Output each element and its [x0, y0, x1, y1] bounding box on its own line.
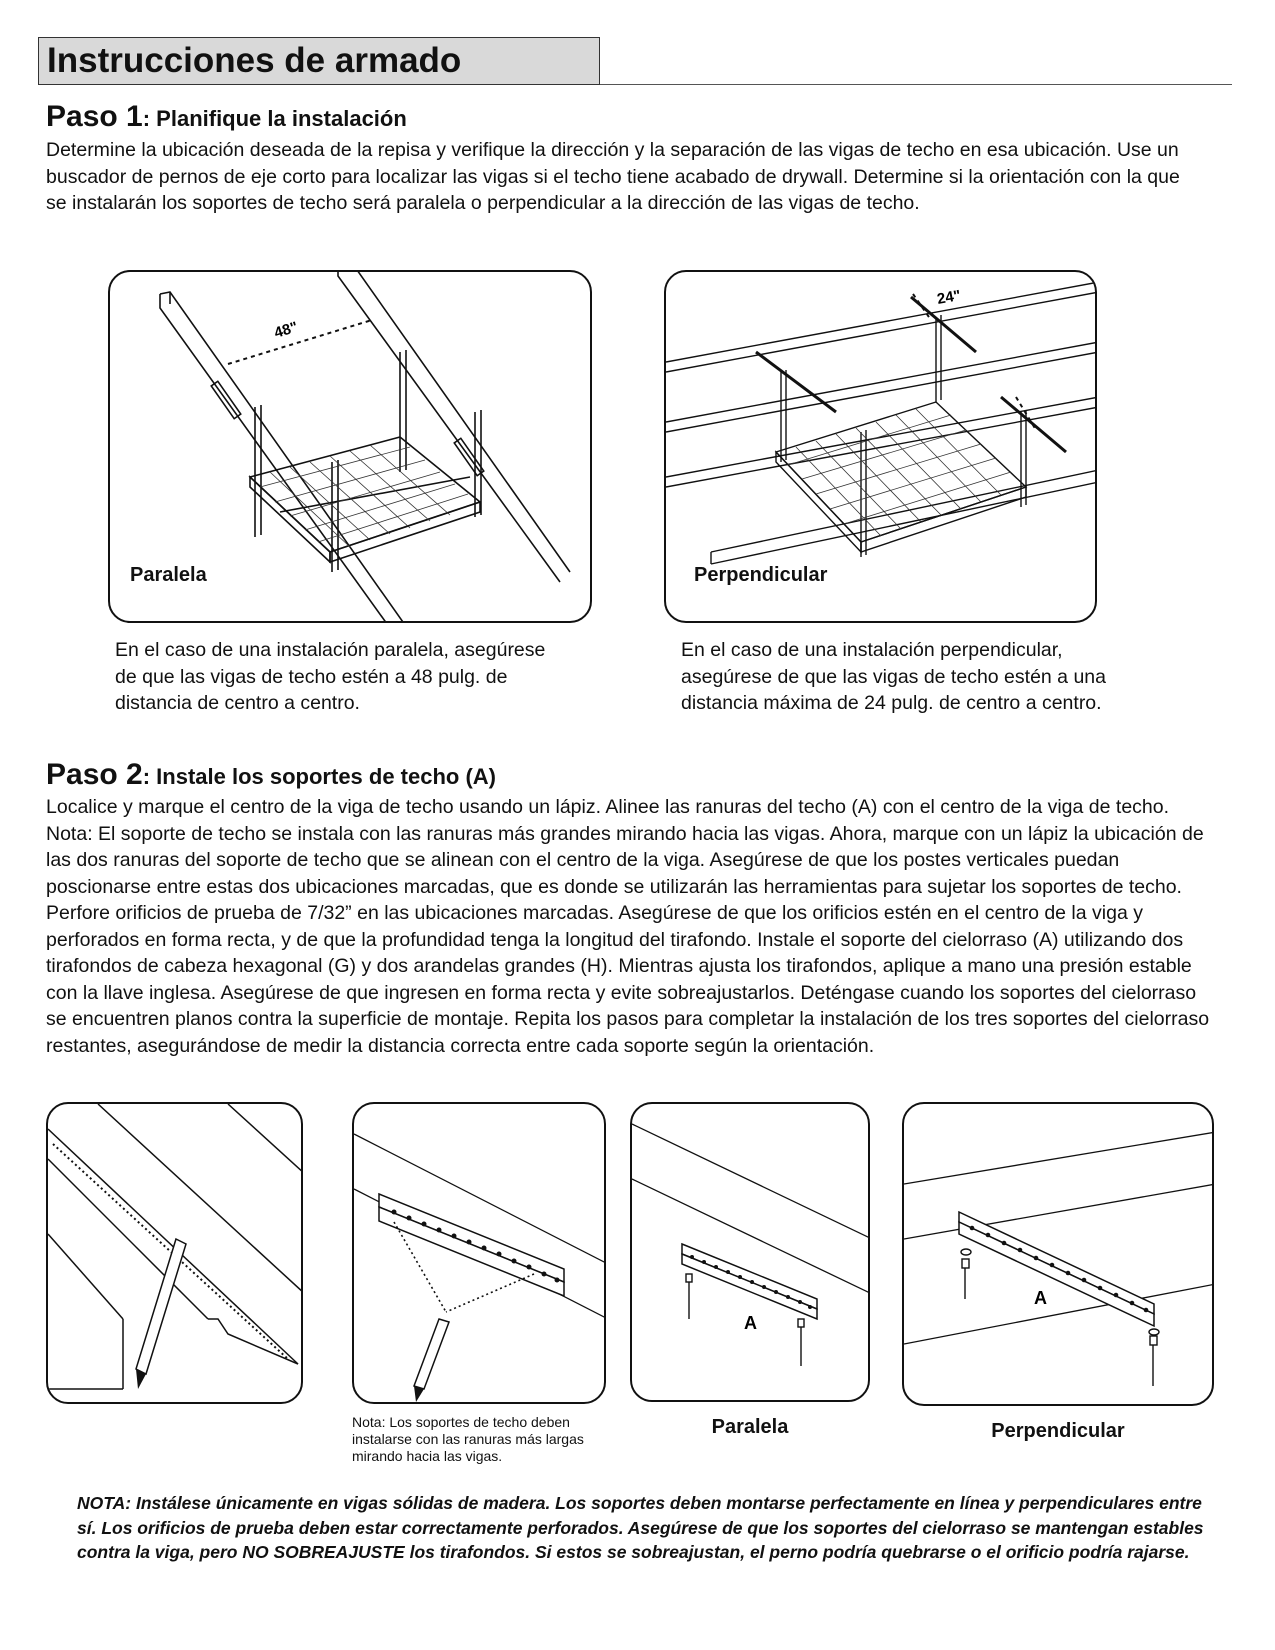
title-rule: [600, 84, 1232, 85]
install-perpendicular-illustration: [904, 1104, 1214, 1406]
step2-body: Localice y marque el centro de la viga de techo usando un lápiz. Alinee las ranuras del techo (A) con el centro de la viga de techo. Nota: El soporte de techo se instala con las ranuras más grandes mirando hacia las vigas. Ahora, marque con un lápiz la ubicación de las dos ranuras del soporte de techo que se alinean con el centro de la viga. Asegúrese de que los postes verticales puedan poscionarse entre estas dos ubicaciones marcadas, que es donde se utilizarán las herramientas para sujetar los soportes de techo. Perfore orificios de prueba de 7/32” en las ubicaciones marcadas. Asegúrese de que los orificios estén en el centro de la viga y perforados en forma recta, y de que la profundidad tenga la longitud del tirafondo. Instale el soporte del cielorraso (A) utilizando dos tirafondos de cabeza hexagonal (G) y dos arandelas grandes (H). Mientras ajusta los tirafondos, aplique a mano una presión estable con la llave inglesa. Asegúrese de que ingresen en forma recta y evite sobreajustarlos. Deténgase cuando los soportes del cielorraso se encuentren planos contra la superficie de montaje. Repita los pasos para completar la instalación de los tres soportes del cielorraso restantes, asegurándose de medir la distancia correcta entre cada soporte según la orientación.: [46, 796, 1210, 1057]
panel-perpendicular-joists: [664, 270, 1097, 623]
step1-body: Determine la ubicación deseada de la repisa y verifique la dirección y la separación de las vigas de techo en esa ubicación. Use un buscador de pernos de eje corto para localizar las vigas si el techo tiene acabado de drywall. Determine si la orientación con la que se instalarán los soportes de techo será paralela o perpendicular a la dirección de las vigas de techo.: [46, 139, 1180, 214]
page-title: Instrucciones de armado: [38, 37, 600, 85]
step1-heading: [46, 100, 407, 134]
panel-install-parallel: [630, 1102, 870, 1402]
step2-title: : Instale los soportes de techo (A): [142, 764, 497, 789]
dimension-24: 24": [935, 287, 963, 308]
step1-title: : Planifique la instalación: [142, 106, 407, 131]
panel-install-perpendicular: [902, 1102, 1214, 1406]
step2-number: Paso 2: [46, 758, 143, 791]
mark-joist-illustration: [48, 1104, 303, 1404]
label-install-perpendicular: Perpendicular: [991, 1420, 1125, 1442]
panel-mark-slots: [352, 1102, 606, 1404]
caption-parallel: En el caso de una instalación paralela, asegúrese de que las vigas de techo estén a 48 pulg. de distancia de centro a centro.: [115, 639, 546, 714]
label-install-parallel: Paralela: [711, 1416, 789, 1438]
panel-parallel-joists: [108, 270, 592, 623]
step1-number: Paso 1: [46, 100, 143, 133]
note-slots-facing-joists: Nota: Los soportes de techo deben instalarse con las ranuras más largas mirando hacia las vigas.: [352, 1414, 584, 1464]
dimension-48: 48": [272, 318, 300, 342]
panel-label-parallel: Paralela: [130, 564, 207, 586]
install-parallel-illustration: [632, 1104, 870, 1402]
part-label-a-parallel: A: [744, 1313, 757, 1333]
bottom-warning-note: NOTA: Instálese únicamente en vigas sólidas de madera. Los soportes deben montarse perfectamente en línea y perpendiculares entre sí. Los orificios de prueba deben estar correctamente perforados. Asegúrese de que los soportes del cielorraso se mantengan estables contra la viga, pero NO SOBREAJUSTE los tirafondos. Si estos se sobreajustan, el perno podría quebrarse o el orificio podría rajarse.: [77, 1493, 1204, 1562]
part-label-a-perpendicular: A: [1034, 1288, 1047, 1308]
mark-slots-illustration: [354, 1104, 606, 1404]
step2-heading: [46, 758, 496, 792]
panel-mark-joist: [46, 1102, 303, 1404]
panel-label-perpendicular: Perpendicular: [694, 564, 828, 586]
caption-perpendicular: En el caso de una instalación perpendicular, asegúrese de que las vigas de techo estén a una distancia máxima de 24 pulg. de centro a centro.: [681, 639, 1106, 714]
